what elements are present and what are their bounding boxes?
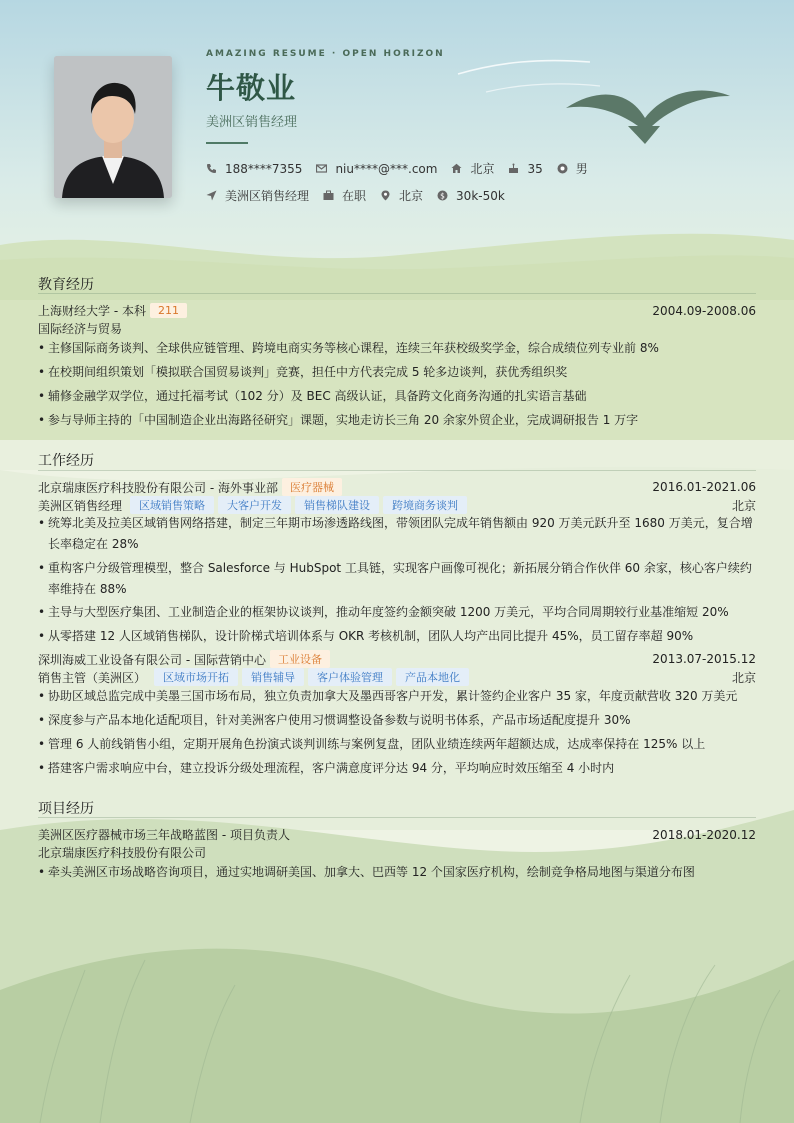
education-bullet: • 辅修金融学双学位，通过托福考试（102 分）及 BEC 高级认证，具备跨文化商务沟通的扎实语言基础 [38,386,756,407]
job-bullet: • 搭建客户需求响应中台，建立投诉分级处理流程，客户满意度评分达 94 分，平均响应时效压缩至 4 小时内 [38,758,756,779]
svg-text:$: $ [440,191,445,201]
skill-tag: 跨境商务谈判 [383,496,467,514]
salary-icon [437,190,448,201]
candidate-name: 牛敬业 [206,71,297,105]
home-city-text: 北京 [470,162,495,176]
intent-city-info [380,187,423,204]
job-bullet: • 重构客户分级管理模型，整合 Salesforce 与 HubSpot 工具链，实现客户画像可视化；新拓展分销合作伙伴 60 余家，核心客户续约率维持在 88% [38,558,756,600]
job-bullet: • 协助区域总监完成中美墨三国市场布局，独立负责加拿大及墨西哥客户开发，累计签约企业客户 35 家，年度贡献营收 320 万美元 [38,686,756,707]
education-divider [38,293,756,294]
job-bullet: • 主导与大型医疗集团、工业制造企业的框架协议谈判，推动年度签约金额突破 1200 万美元，平均合同周期较行业基准缩短 20% [38,602,756,623]
education-date: 2004.09-2008.06 [652,303,756,318]
project-company-row [38,844,756,861]
skill-tag: 区域销售策略 [130,496,214,514]
candidate-title: 美洲区销售经理 [206,115,298,130]
job-status-text: 在职 [342,189,367,203]
project-name: 美洲区医疗器械市场三年战略蓝图 - 项目负责人 [38,828,290,842]
project-header-row [38,826,756,843]
company-name: 深圳海威工业设备有限公司 - 国际营销中心 [38,652,266,667]
briefcase-icon [323,190,334,201]
profile-photo [54,56,172,198]
job-intent-row [206,187,519,204]
education-bullet: • 主修国际商务谈判、全球供应链管理、跨境电商实务等核心课程，连续三年获校级奖学金，综合成绩位列专业前 8% [38,338,756,359]
project-company: 北京瑞康医疗科技股份有限公司 [38,846,207,860]
education-section-title: 教育经历 [38,277,94,293]
location-icon [380,190,391,201]
job-bullet: • 从零搭建 12 人区域销售梯队，设计阶梯式培训体系与 OKR 考核机制，团队人均产出同比提升 45%，员工留存率超 90% [38,626,756,647]
skill-tag: 大客户开发 [218,496,291,514]
job-header-row [38,650,756,668]
home-icon [451,163,462,174]
phone-info [206,162,302,176]
job-bullet: • 管理 6 人前线销售小组，定期开展角色扮演式谈判训练与案例复盘，团队业绩连续两年超额达成，达成率保持在 125% 以上 [38,734,756,755]
school-tag: 211 [150,303,187,318]
project-section-title: 项目经历 [38,801,94,817]
salary-info [437,189,505,203]
job-status-info [323,187,366,204]
school-name: 上海财经大学 - 本科 [38,304,146,318]
email-info [316,162,437,176]
skill-tag: 客户体验管理 [308,668,392,686]
project-divider [38,817,756,818]
title-divider [206,142,248,144]
skill-tag: 销售梯队建设 [295,496,379,514]
job-role-row [38,668,756,686]
intent-city-text: 北京 [399,189,424,203]
gender-info [557,160,588,177]
industry-tag: 医疗器械 [282,478,342,496]
industry-tag: 工业设备 [270,650,330,668]
gender-text: 男 [575,162,588,176]
skill-tag: 产品本地化 [396,668,469,686]
job-role: 美洲区销售经理 [38,498,123,513]
work-section-title: 工作经历 [38,453,94,469]
education-major-row [38,320,756,337]
mail-icon [316,163,327,174]
phone-text: 188****7355 [225,161,303,176]
project-bullet: • 牵头美洲区市场战略咨询项目，通过实地调研美国、加拿大、巴西等 12 个国家医疗机构，绘制竞争格局地图与渠道分布图 [38,862,756,883]
contact-info-row [206,160,602,177]
email-text: niu****@***.com [335,161,438,176]
job-city: 北京 [731,670,756,685]
job-header-row [38,478,756,496]
salary-text: 30k-50k [456,188,505,203]
education-bullet: • 在校期间组织策划「模拟联合国贸易谈判」竞赛，担任中方代表完成 5 轮多边谈判，获优秀组织奖 [38,362,756,383]
company-name: 北京瑞康医疗科技股份有限公司 - 海外事业部 [38,480,278,495]
gender-icon [557,163,568,174]
job-role-row [38,496,756,514]
work-divider [38,470,756,471]
skill-tag: 区域市场开拓 [154,668,238,686]
intent-position-info [206,187,309,204]
job-date: 2016.01-2021.06 [652,480,756,494]
education-bullet: • 参与导师主持的「中国制造企业出海路径研究」课题，实地走访长三角 20 余家外贸企业，完成调研报告 1 万字 [38,410,756,431]
intent-position-text: 美洲区销售经理 [225,189,310,203]
cake-icon [508,163,519,174]
phone-icon [206,163,217,174]
job-date: 2013.07-2015.12 [652,652,756,666]
resume-tagline: AMAZING RESUME · OPEN HORIZON [206,49,445,59]
job-bullet: • 深度参与产品本地化适配项目，针对美洲客户使用习惯调整设备参数与说明书体系，产品市场适配度提升 30% [38,710,756,731]
education-major: 国际经济与贸易 [38,322,123,336]
age-text: 35 [527,161,543,176]
job-city: 北京 [731,498,756,513]
job-bullet: • 统筹北美及拉美区域销售网络搭建，制定三年期市场渗透路线图，带领团队完成年销售额由 920 万美元跃升至 1680 万美元，复合增长率稳定在 28% [38,513,756,555]
home-city-info [451,160,494,177]
education-header-row [38,302,756,319]
job-role: 销售主管（美洲区） [38,670,147,685]
age-info [508,162,542,176]
send-icon [206,190,217,201]
project-date: 2018.01-2020.12 [652,827,756,842]
skill-tag: 销售辅导 [242,668,304,686]
